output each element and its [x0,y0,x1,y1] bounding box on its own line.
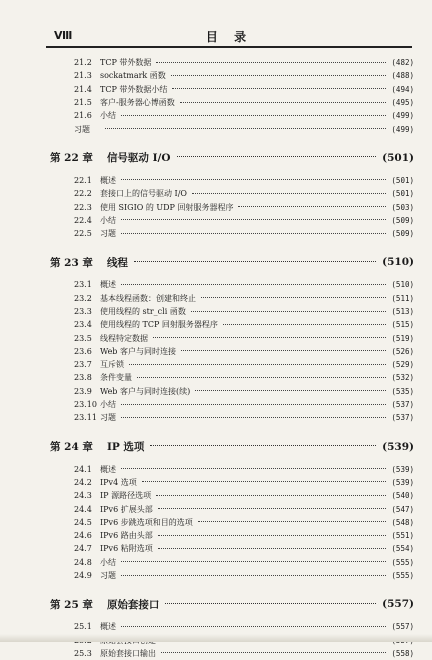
dot-leader [121,625,386,627]
section-number: 习题 [74,124,90,134]
section-page: (548) [391,517,414,527]
toc-section-entry [50,318,414,331]
toc-section-entry [50,647,414,660]
section-title: 习题 [100,571,116,581]
section-title: IPv6 扩展头部 [100,504,153,514]
toc-section-entry [50,542,414,555]
section-page: (510) [391,280,414,290]
section-title: 基本线程函数：创建和终止 [100,293,196,303]
toc-section-entry [50,385,414,398]
section-title: 概述 [100,464,116,474]
section-title: IP 源路径选项 [100,491,152,501]
section-page: (555) [391,571,414,581]
dot-leader [153,336,386,338]
toc-section-entry [50,411,414,424]
dot-leader [158,547,387,549]
dot-leader [158,507,387,509]
dot-leader [161,651,386,653]
section-number: 24.8 [74,557,92,567]
section-number: 22.5 [74,229,92,239]
section-number: 23.4 [74,320,92,330]
section-page: (532) [391,373,414,383]
section-number: 23.2 [74,293,92,303]
dot-leader [150,444,376,446]
section-title: 小结 [100,111,116,121]
section-title: Web 客户与同时连接 [100,346,176,356]
dot-leader [121,283,386,285]
toc-section-entry [50,56,414,69]
section-page: (511) [391,293,414,303]
dot-leader [142,480,387,482]
dot-leader [121,560,386,562]
section-page: (555) [391,557,414,567]
toc-section-entry [50,516,414,529]
section-page: (537) [391,413,414,423]
section-number: 24.2 [74,477,92,487]
section-title: IPv4 选项 [100,477,137,487]
dot-leader [156,494,386,496]
section-title: TCP 带外数据 [100,58,152,68]
section-title: TCP 带外数据小结 [100,84,168,94]
dot-leader [134,260,376,262]
section-page: (547) [391,504,414,514]
section-number: 22.1 [74,175,92,185]
dot-leader [201,296,386,298]
section-number: 25.1 [74,622,92,632]
dot-leader [195,389,386,391]
dot-leader [181,349,386,351]
toc-section-entry [50,214,414,227]
toc-chapter-heading [50,594,414,614]
section-title: Web 客户与同时连接(续) [100,386,191,396]
section-number: 25.3 [74,648,92,658]
chapter-page: (539) [382,440,414,453]
section-page: (515) [391,320,414,330]
section-number: 22.2 [74,189,92,199]
section-number: 24.6 [74,531,92,541]
section-page: (539) [391,464,414,474]
section-page: (499) [391,124,414,134]
section-page: (526) [391,346,414,356]
page-header [46,28,412,48]
dot-leader [137,376,386,378]
section-page: (513) [391,307,414,316]
section-page: (501) [391,175,414,185]
dot-leader [156,61,386,63]
dot-leader [121,178,386,180]
section-title: 习题 [100,413,116,423]
toc-section-entry [50,109,414,122]
toc-section-entry [50,331,414,344]
section-title: 原始套接口输出 [100,648,156,658]
section-page: (503) [391,202,414,212]
toc-section-entry [50,174,414,187]
page-title: 目 录 [205,30,253,44]
section-title: 使用线程的 str_cli 函数 [100,307,186,316]
chapter-title: IP 选项 [106,441,145,454]
toc-chapter-heading [50,148,414,168]
chapter-page: (557) [382,598,414,611]
toc-section-entry [50,305,414,318]
section-title: IPv6 粘附选项 [100,544,153,554]
section-page: (529) [391,360,414,370]
toc-section-entry [50,69,414,82]
section-page: (558) [391,648,414,658]
chapter-number: 第 24 章 [50,441,93,454]
section-title: IPv6 路由头部 [100,531,153,541]
section-title: 互斥锁 [100,360,124,370]
section-page: (501) [391,189,414,199]
section-title: IPv6 步跳选项和目的选项 [100,517,193,527]
section-number: 24.5 [74,517,92,527]
dot-leader [192,192,386,194]
section-number: 24.1 [74,464,92,474]
table-of-contents [50,56,414,660]
toc-section-entry [50,83,414,96]
section-number: 24.9 [74,571,92,581]
section-number: 21.5 [74,98,92,108]
dot-leader [180,101,387,103]
section-number: 22.4 [74,215,92,225]
chapter-title: 线程 [106,256,128,269]
toc-chapter-heading [50,437,414,457]
toc-section-entry [50,476,414,489]
section-number: 23.10 [74,400,97,410]
dot-leader [158,534,387,536]
toc-section-entry [50,96,414,109]
section-number: 23.7 [74,360,92,370]
section-number: 23.5 [74,333,92,343]
section-page: (535) [391,386,414,396]
section-title: 套接口上的信号驱动 I/O [100,189,187,199]
toc-section-entry [50,278,414,291]
section-number: 23.11 [74,413,97,423]
chapter-page: (510) [382,256,414,269]
dot-leader [223,323,386,325]
toc-section-entry [50,187,414,200]
page-edge-shadow [0,634,432,642]
section-title: 条件变量 [100,373,132,383]
dot-leader [121,114,386,116]
section-page: (540) [391,491,414,501]
dot-leader [129,363,386,365]
section-page: (537) [391,400,414,410]
section-number: 21.2 [74,58,92,68]
page-number: Ⅷ [54,29,73,42]
section-number: 21.4 [74,84,92,94]
toc-section-entry [50,489,414,502]
section-number: 24.7 [74,544,92,554]
chapter-title: 原始套接口 [106,598,160,611]
section-page: (494) [391,84,414,94]
dot-leader [165,602,376,604]
toc-section-entry [50,345,414,358]
section-title: 使用 SIGIO 的 UDP 回射服务器程序 [100,202,234,212]
dot-leader [121,218,386,220]
section-title: 线程特定数据 [100,333,148,343]
toc-section-entry [50,569,414,582]
section-number: 21.6 [74,111,92,121]
toc-section-entry [50,122,414,135]
section-title: 概述 [100,175,116,185]
section-number: 23.9 [74,386,92,396]
section-number: 23.1 [74,280,92,290]
dot-leader [121,467,386,469]
section-page: (509) [391,229,414,239]
toc-section-entry [50,529,414,542]
section-title: 小结 [100,215,116,225]
section-number: 23.3 [74,307,92,316]
chapter-number: 第 25 章 [50,598,93,611]
section-number: 23.6 [74,346,92,356]
section-page: (557) [391,622,414,632]
chapter-page: (501) [382,151,414,164]
section-title: sockatmark 函数 [100,71,166,81]
dot-leader [121,232,386,234]
section-title: 小结 [100,400,116,410]
section-page: (551) [391,531,414,541]
section-page: (519) [391,333,414,343]
toc-section-entry [50,463,414,476]
chapter-number: 第 22 章 [50,152,93,165]
toc-section-entry [50,371,414,384]
dot-leader [105,127,386,129]
toc-section-entry [50,358,414,371]
section-page: (539) [391,477,414,487]
toc-section-entry [50,227,414,240]
section-page: (554) [391,544,414,554]
toc-section-entry [50,620,414,633]
toc-section-entry [50,556,414,569]
toc-section-entry [50,398,414,411]
dot-leader [121,403,386,405]
toc-section-entry [50,502,414,515]
dot-leader [171,74,387,76]
dot-leader [172,87,386,89]
section-title: 概述 [100,622,116,632]
toc-chapter-heading [50,252,414,272]
section-page: (482) [391,58,414,68]
section-title: 客户-服务器心博函数 [100,98,175,108]
dot-leader [191,310,387,312]
section-page: (509) [391,215,414,225]
dot-leader [198,520,387,522]
toc-section-entry [50,200,414,213]
section-number: 22.3 [74,202,92,212]
section-title: 小结 [100,557,116,567]
section-number: 21.3 [74,71,92,81]
section-number: 24.4 [74,504,92,514]
section-page: (495) [391,98,414,108]
dot-leader [121,416,386,418]
dot-leader [177,155,377,157]
section-page: (488) [391,71,414,81]
dot-leader [121,574,386,576]
section-number: 24.3 [74,491,92,501]
toc-section-entry [50,292,414,305]
section-title: 使用线程的 TCP 回射服务器程序 [100,320,218,330]
section-number: 23.8 [74,373,92,383]
chapter-title: 信号驱动 I/O [106,152,171,165]
dot-leader [238,205,386,207]
section-title: 习题 [100,229,116,239]
section-page: (499) [391,111,414,121]
chapter-number: 第 23 章 [50,256,93,269]
section-title: 概述 [100,280,116,290]
